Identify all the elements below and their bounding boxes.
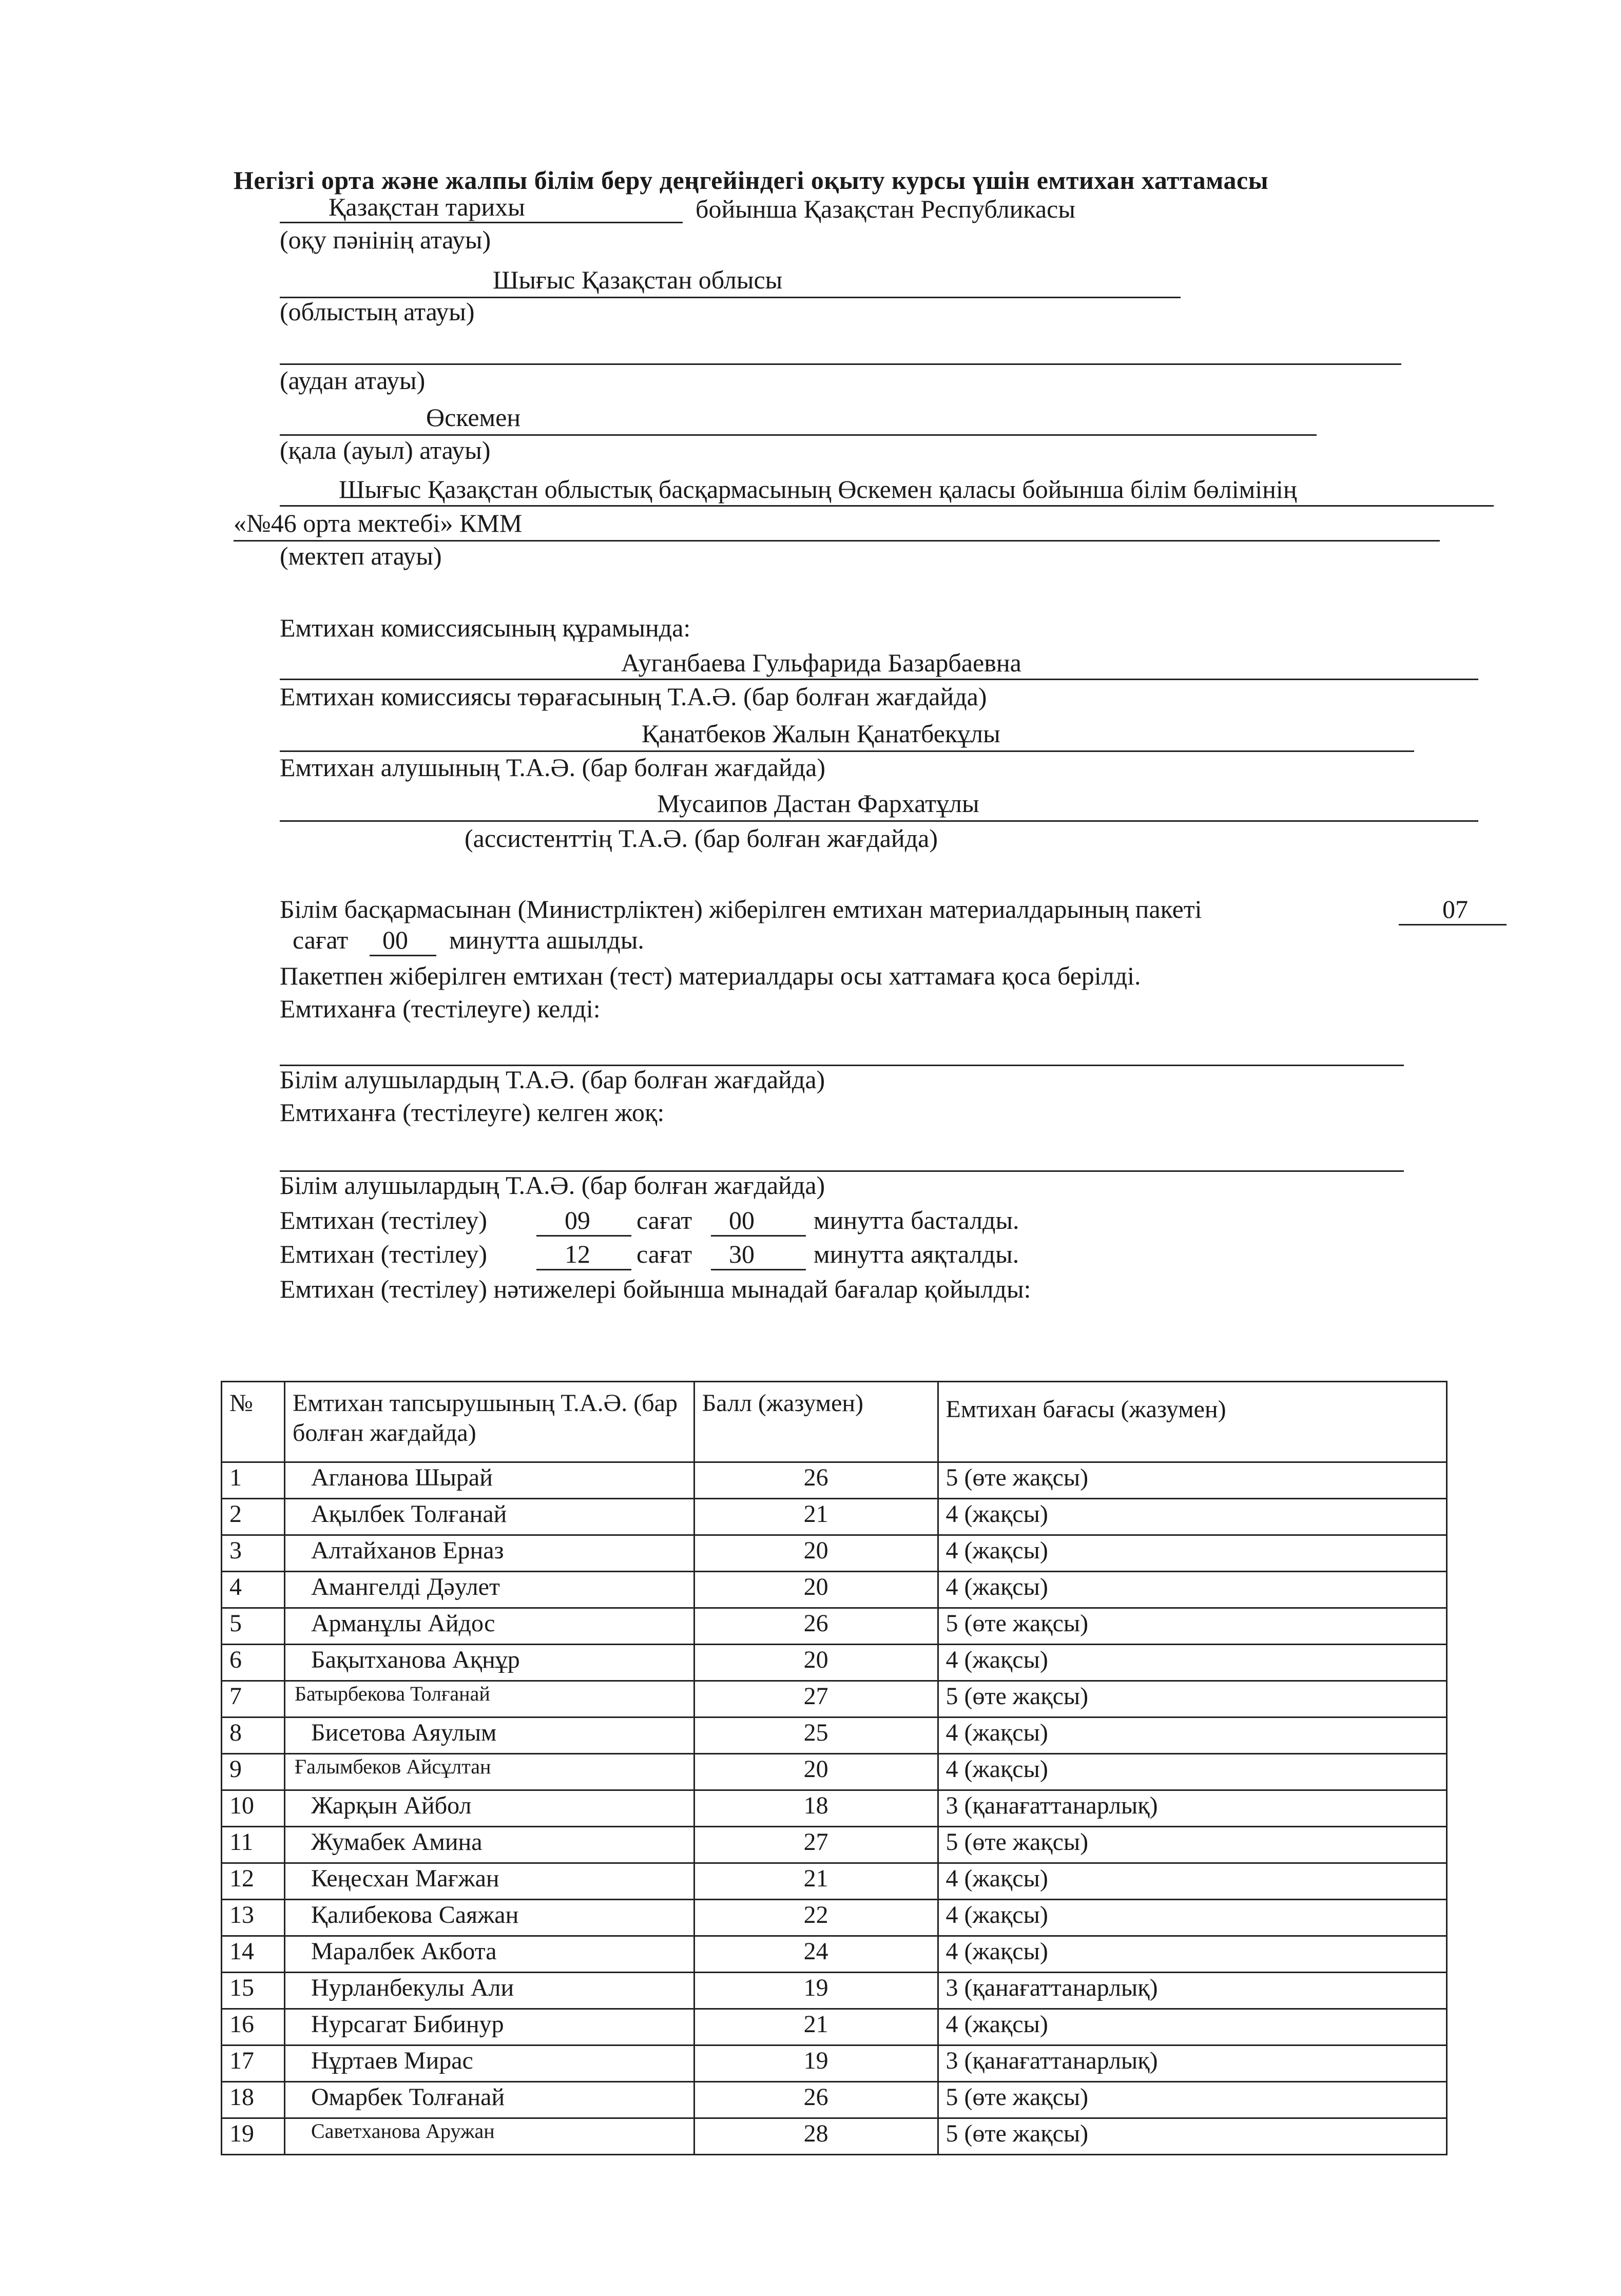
examiner-value: Қанатбеков Жалын Қанатбекұлы xyxy=(642,719,1000,748)
row-grade: 4 (жақсы) xyxy=(938,1535,1446,1572)
attached-text: Пакетпен жіберілген емтихан (тест) материалдары осы хаттамаға қоса берілді. xyxy=(280,961,1141,990)
table-row xyxy=(222,1718,1447,1754)
row-name: Амангелді Дәулет xyxy=(285,1572,694,1608)
row-score: 18 xyxy=(694,1790,938,1827)
row-grade: 4 (жақсы) xyxy=(938,1572,1446,1608)
assistant-caption: (ассистенттің Т.А.Ә. (бар болған жағдайда) xyxy=(465,824,938,853)
row-number: 16 xyxy=(222,2009,285,2046)
row-name: Бақытханова Ақнұр xyxy=(285,1645,694,1681)
document-title: Негізгі орта және жалпы білім беру деңгейіндегі оқыту курсы үшін емтихан хаттамасы xyxy=(234,166,1269,195)
row-number: 5 xyxy=(222,1608,285,1645)
package-hour-label: сағат xyxy=(293,925,349,954)
came-label: Емтиханға (тестілеуге) келді: xyxy=(280,994,601,1023)
school-caption: (мектеп атауы) xyxy=(280,542,442,570)
row-score: 21 xyxy=(694,1499,938,1535)
row-score: 21 xyxy=(694,1863,938,1900)
row-grade: 3 (қанағаттанарлық) xyxy=(938,1973,1446,2009)
table-row xyxy=(222,1535,1447,1572)
row-grade: 3 (қанағаттанарлық) xyxy=(938,1790,1446,1827)
start-minute-underline xyxy=(711,1235,806,1237)
row-number: 9 xyxy=(222,1754,285,1790)
row-number: 13 xyxy=(222,1900,285,1936)
row-name: Жарқын Айбол xyxy=(285,1790,694,1827)
district-underline xyxy=(280,363,1401,365)
results-intro: Емтихан (тестілеу) нәтижелері бойынша мынадай бағалар қойылды: xyxy=(280,1275,1031,1303)
row-score: 26 xyxy=(694,1608,938,1645)
end-hour-underline xyxy=(536,1269,631,1270)
start-hour: 09 xyxy=(565,1206,590,1234)
chair-underline xyxy=(280,679,1478,680)
table-row xyxy=(222,2046,1447,2082)
row-number: 11 xyxy=(222,1827,285,1863)
row-name: Агланова Шырай xyxy=(285,1462,694,1499)
row-score: 24 xyxy=(694,1936,938,1973)
package-minute: 00 xyxy=(382,925,408,954)
package-text: Білім басқармасынан (Министрліктен) жіберілген емтихан материалдарының пакеті xyxy=(280,895,1202,923)
row-name: Жумабек Амина xyxy=(285,1827,694,1863)
school-line-2: «№46 орта мектебі» КММ xyxy=(234,509,523,537)
row-number: 8 xyxy=(222,1718,285,1754)
table-row xyxy=(222,1608,1447,1645)
table-row xyxy=(222,1462,1447,1499)
row-grade: 5 (өте жақсы) xyxy=(938,1827,1446,1863)
started-label: минутта басталды. xyxy=(814,1206,1019,1234)
row-grade: 5 (өте жақсы) xyxy=(938,1608,1446,1645)
row-number: 14 xyxy=(222,1936,285,1973)
row-score: 19 xyxy=(694,1973,938,2009)
city-caption: (қала (ауыл) атауы) xyxy=(280,436,491,465)
row-score: 26 xyxy=(694,1462,938,1499)
row-number: 3 xyxy=(222,1535,285,1572)
row-grade: 4 (жақсы) xyxy=(938,1754,1446,1790)
table-row xyxy=(222,1645,1447,1681)
district-caption: (аудан атауы) xyxy=(280,366,426,395)
school-line-1: Шығыс Қазақстан облыстық басқармасының Өскемен қаласы бойынша білім бөлімінің xyxy=(339,475,1297,504)
row-grade: 4 (жақсы) xyxy=(938,1645,1446,1681)
row-score: 20 xyxy=(694,1535,938,1572)
row-name: Омарбек Толғанай xyxy=(285,2082,694,2118)
package-minute-underline xyxy=(370,955,436,956)
city-value: Өскемен xyxy=(426,403,521,432)
row-grade: 3 (қанағаттанарлық) xyxy=(938,2046,1446,2082)
row-name: Ғалымбеков Айсұлтан xyxy=(285,1754,694,1790)
absent-caption: Білім алушылардың Т.А.Ә. (бар болған жағдайда) xyxy=(280,1171,825,1200)
row-grade: 4 (жақсы) xyxy=(938,1718,1446,1754)
row-number: 19 xyxy=(222,2118,285,2155)
table-row xyxy=(222,1572,1447,1608)
package-opened-label: минутта ашылды. xyxy=(449,925,644,954)
region-value: Шығыс Қазақстан облысы xyxy=(493,265,783,294)
chair-value: Ауганбаева Гульфарида Базарбаевна xyxy=(621,648,1021,677)
assistant-underline xyxy=(280,820,1478,822)
row-grade: 4 (жақсы) xyxy=(938,1936,1446,1973)
came-caption: Білім алушылардың Т.А.Ә. (бар болған жағдайда) xyxy=(280,1065,825,1094)
table-row xyxy=(222,1973,1447,2009)
start-exam-label: Емтихан (тестілеу) xyxy=(280,1206,488,1234)
subject-suffix: бойынша Қазақстан Республикасы xyxy=(696,195,1075,223)
row-number: 17 xyxy=(222,2046,285,2082)
examiner-underline xyxy=(280,750,1414,752)
row-name: Саветханова Аружан xyxy=(285,2118,694,2155)
row-grade: 4 (жақсы) xyxy=(938,1499,1446,1535)
examiner-caption: Емтихан алушының Т.А.Ә. (бар болған жағдайда) xyxy=(280,753,826,782)
row-name: Батырбекова Толғанай xyxy=(285,1681,694,1718)
end-minute-underline xyxy=(711,1269,806,1270)
row-score: 26 xyxy=(694,2082,938,2118)
row-name: Маралбек Акбота xyxy=(285,1936,694,1973)
absent-label: Емтиханға (тестілеуге) келген жоқ: xyxy=(280,1098,665,1127)
subject-underline xyxy=(280,222,683,223)
table-row xyxy=(222,1863,1447,1900)
row-name: Нурсагат Бибинур xyxy=(285,2009,694,2046)
table-row xyxy=(222,1790,1447,1827)
row-number: 10 xyxy=(222,1790,285,1827)
row-score: 19 xyxy=(694,2046,938,2082)
table-header-row xyxy=(222,1382,1447,1462)
table-row xyxy=(222,2009,1447,2046)
table-row xyxy=(222,1900,1447,1936)
row-number: 12 xyxy=(222,1863,285,1900)
table-row xyxy=(222,1936,1447,1973)
row-score: 28 xyxy=(694,2118,938,2155)
row-number: 2 xyxy=(222,1499,285,1535)
header-name: Емтихан тапсырушының Т.А.Ә. (бар болған жағдайда) xyxy=(285,1382,694,1462)
row-score: 22 xyxy=(694,1900,938,1936)
table-row xyxy=(222,1827,1447,1863)
row-name: Алтайханов Ерназ xyxy=(285,1535,694,1572)
end-hour-label: сағат xyxy=(636,1240,692,1268)
row-number: 7 xyxy=(222,1681,285,1718)
row-name: Ақылбек Толғанай xyxy=(285,1499,694,1535)
package-hour: 07 xyxy=(1442,895,1468,923)
row-score: 20 xyxy=(694,1572,938,1608)
row-number: 4 xyxy=(222,1572,285,1608)
start-minute: 00 xyxy=(729,1206,755,1234)
row-number: 15 xyxy=(222,1973,285,2009)
start-hour-underline xyxy=(536,1235,631,1237)
row-score: 20 xyxy=(694,1645,938,1681)
school-underline-1 xyxy=(280,505,1494,507)
table-row xyxy=(222,2118,1447,2155)
row-name: Қалибекова Саяжан xyxy=(285,1900,694,1936)
row-grade: 4 (жақсы) xyxy=(938,2009,1446,2046)
row-number: 18 xyxy=(222,2082,285,2118)
row-grade: 5 (өте жақсы) xyxy=(938,2118,1446,2155)
package-hour-underline xyxy=(1399,924,1507,925)
table-row xyxy=(222,1681,1447,1718)
row-number: 6 xyxy=(222,1645,285,1681)
region-caption: (облыстың атауы) xyxy=(280,297,475,326)
row-name: Кеңесхан Мағжан xyxy=(285,1863,694,1900)
row-grade: 5 (өте жақсы) xyxy=(938,2082,1446,2118)
chair-caption: Емтихан комиссиясы төрағасының Т.А.Ә. (бар болған жағдайда) xyxy=(280,682,987,711)
header-score: Балл (жазумен) xyxy=(694,1382,938,1462)
row-score: 27 xyxy=(694,1827,938,1863)
results-table xyxy=(221,1381,1448,2155)
row-name: Нұртаев Мирас xyxy=(285,2046,694,2082)
row-score: 20 xyxy=(694,1754,938,1790)
table-row xyxy=(222,1499,1447,1535)
row-number: 1 xyxy=(222,1462,285,1499)
commission-intro: Емтихан комиссиясының құрамында: xyxy=(280,613,691,642)
assistant-value: Мусаипов Дастан Фархатұлы xyxy=(657,789,979,818)
header-number: № xyxy=(222,1382,285,1462)
row-name: Нурланбекулы Али xyxy=(285,1973,694,2009)
ended-label: минутта аяқталды. xyxy=(814,1240,1019,1268)
start-hour-label: сағат xyxy=(636,1206,692,1234)
row-name: Бисетова Аяулым xyxy=(285,1718,694,1754)
end-hour: 12 xyxy=(565,1240,590,1268)
end-exam-label: Емтихан (тестілеу) xyxy=(280,1240,488,1268)
row-name: Арманұлы Айдос xyxy=(285,1608,694,1645)
row-grade: 4 (жақсы) xyxy=(938,1900,1446,1936)
table-row xyxy=(222,1754,1447,1790)
table-row xyxy=(222,2082,1447,2118)
subject-value: Қазақстан тарихы xyxy=(329,192,525,221)
row-score: 27 xyxy=(694,1681,938,1718)
end-minute: 30 xyxy=(729,1240,755,1268)
row-grade: 4 (жақсы) xyxy=(938,1863,1446,1900)
row-score: 21 xyxy=(694,2009,938,2046)
subject-caption: (оқу пәнінің атауы) xyxy=(280,225,491,254)
header-grade: Емтихан бағасы (жазумен) xyxy=(938,1382,1446,1462)
row-grade: 5 (өте жақсы) xyxy=(938,1462,1446,1499)
row-grade: 5 (өте жақсы) xyxy=(938,1681,1446,1718)
row-score: 25 xyxy=(694,1718,938,1754)
